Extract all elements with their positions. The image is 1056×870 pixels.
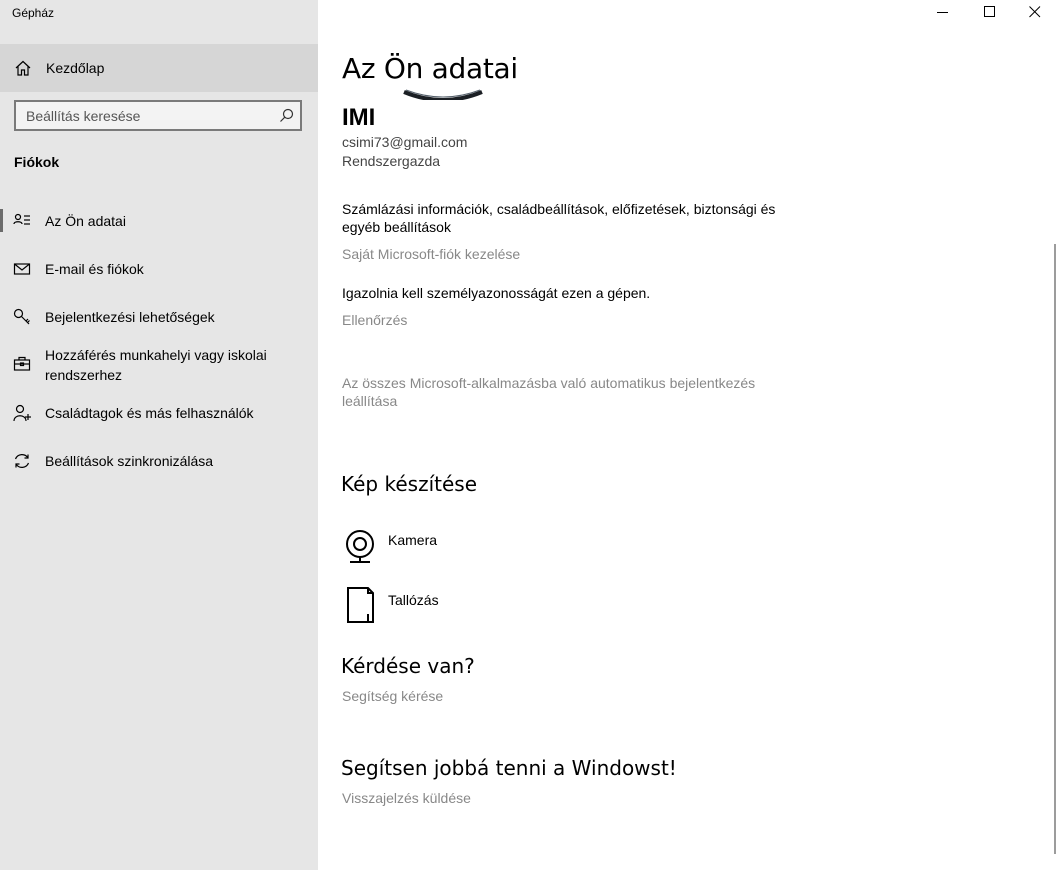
browse-label: Tallózás [388,592,439,608]
briefcase-icon [13,355,31,373]
stop-auto-signin-link[interactable]: Az összes Microsoft-alkalmazásba való automatikus bejelentkezés leállítása [342,375,756,409]
create-picture-heading: Kép készítése [341,472,477,496]
user-name: IMI [342,104,376,131]
sidebar-item-work-school-access[interactable] [0,343,318,391]
sidebar-item-family-users[interactable] [0,391,318,435]
sync-icon [13,452,31,470]
sidebar-item-label: Hozzáférés munkahelyi vagy iskolai rendszerhez [45,347,267,383]
sidebar-item-label: Családtagok és más felhasználók [45,405,254,421]
minimize-icon [937,6,949,18]
sidebar-item-your-info[interactable] [0,199,318,243]
manage-microsoft-account-link[interactable]: Saját Microsoft-fiók kezelése [342,246,521,262]
minimize-button[interactable] [920,0,966,26]
sidebar-item-sign-in-options[interactable] [0,295,318,339]
home-nav-item[interactable] [0,44,318,92]
camera-label: Kamera [388,532,438,548]
verify-identity-text: Igazolnia kell személyazonosságát ezen a gépen. [342,285,651,301]
billing-info-text: Számlázási információk, családbeállítások, előfizetések, biztonsági és egyéb beállítások [342,201,776,235]
feedback-heading: Segítsen jobbá tenni a Windowst! [341,756,677,780]
search-icon[interactable] [279,108,294,123]
home-label: Kezdőlap [46,60,105,76]
close-icon [1029,6,1041,18]
maximize-icon [984,6,996,18]
search-input[interactable] [16,102,266,129]
page-title: Az Ön adatai [342,52,518,85]
app-title: Gépház [12,6,55,20]
close-button[interactable] [1012,0,1056,26]
sidebar-item-label: Az Ön adatai [45,213,126,229]
user-role: Rendszergazda [342,153,441,169]
sidebar-item-sync-settings[interactable] [0,439,318,483]
camera-icon [342,526,378,566]
sidebar-item-email-accounts[interactable] [0,247,318,291]
home-icon [14,59,32,77]
person-card-icon [13,212,31,230]
mail-icon [13,260,31,278]
get-help-link[interactable]: Segítség kérése [342,688,444,704]
question-heading: Kérdése van? [341,654,475,678]
verify-link[interactable]: Ellenőrzés [342,312,408,328]
main-content [318,0,1056,870]
camera-option[interactable] [342,526,542,570]
sidebar-item-label: E-mail és fiókok [45,261,144,277]
sidebar [0,0,318,870]
browse-file-icon [342,586,378,626]
avatar [398,60,488,100]
sidebar-item-label: Beállítások szinkronizálása [45,453,214,469]
browse-option[interactable] [342,586,542,630]
settings-search-box[interactable] [14,100,302,131]
user-email: csimi73@gmail.com [342,134,468,150]
sidebar-item-label: Bejelentkezési lehetőségek [45,309,215,325]
key-icon [13,308,31,326]
person-add-icon [13,404,31,422]
section-title: Fiókok [14,154,60,170]
send-feedback-link[interactable]: Visszajelzés küldése [342,790,471,806]
maximize-button[interactable] [967,0,1013,26]
